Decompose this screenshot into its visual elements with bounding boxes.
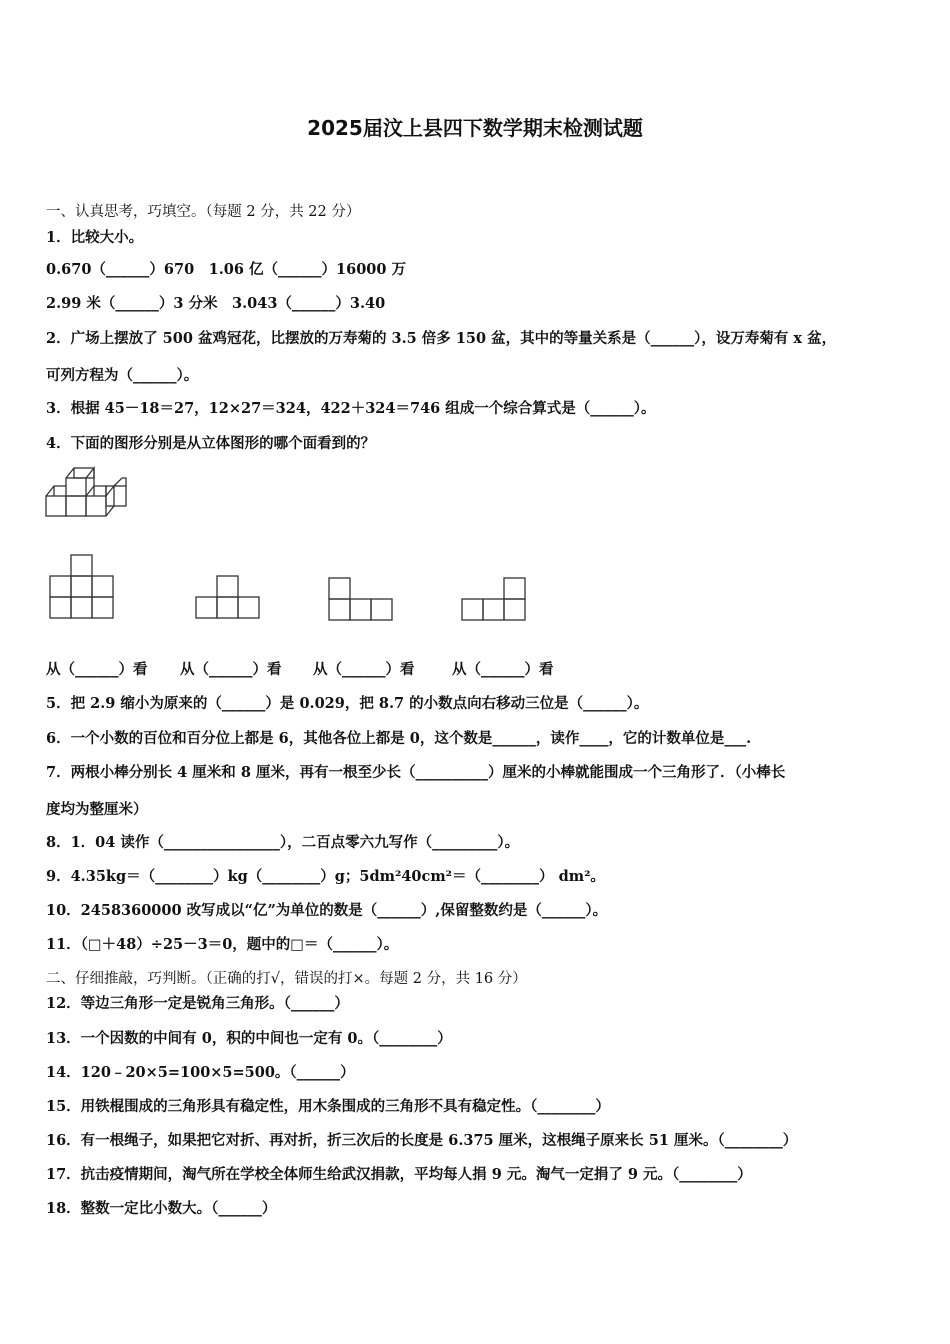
question-1-part-b: 2.99 米（______）3 分米 3.043（______）3.40 [46,295,386,312]
question-12: 12．等边三角形一定是锐角三角形。（______） [46,995,349,1012]
view-figure-2 [194,573,262,621]
view-answer-2: 从（______）看 [180,661,282,678]
question-6: 6．一个小数的百位和百分位上都是 6，其他各位上都是 0，这个数是______，读作____，它的计数单位是___. [46,730,752,747]
page-title: 2025届汶上县四下数学期末检测试题 [307,116,643,140]
question-16: 16．有一根绳子，如果把它对折、再对折，折三次后的长度是 6.375 厘米，这根绳子原来长 51 厘米。（________） [46,1132,798,1149]
question-11: 11．（□＋48）÷25－3＝0，题中的□＝（______）。 [46,936,399,953]
question-17: 17．抗击疫情期间，淘气所在学校全体师生给武汉捐款，平均每人捐 9 元。淘气一定捐了 9 元。（________） [46,1166,752,1183]
question-8: 8．1．04 读作（________________），二百点零六九写作（_________）。 [46,834,520,851]
question-4: 4．下面的图形分别是从立体图形的哪个面看到的？ [46,435,376,452]
question-9: 9．4.35kg＝（________）kg（________）g；5dm²40cm²＝（________） dm²。 [46,868,605,885]
view-figure-1 [48,552,118,622]
question-3: 3．根据 45－18＝27，12×27＝324，422＋324＝746 组成一个综合算式是（______）。 [46,400,656,417]
view-answer-3: 从（______）看 [313,661,415,678]
question-5: 5．把 2.9 缩小为原来的（______）是 0.029，把 8.7 的小数点向右移动三位是（______）。 [46,695,649,712]
question-1-part-a: 0.670（______）670 1.06 亿（______）16000 万 [46,261,407,278]
question-2-line-2: 可列方程为（______）。 [46,367,199,384]
question-18: 18．整数一定比小数大。（______） [46,1200,277,1217]
section-2-heading: 二、仔细推敲，巧判断。（正确的打√，错误的打×。每题 2 分，共 16 分） [46,971,527,987]
question-10: 10．2458360000 改写成以“亿”为单位的数是（______）,保留整数约是（______）。 [46,902,608,919]
question-2-line-1: 2．广场上摆放了 500 盆鸡冠花，比摆放的万寿菊的 3.5 倍多 150 盆，其中的等量关系是（______），设万寿菊有 x 盆， [46,330,837,347]
question-7-line-1: 7．两根小棒分别长 4 厘米和 8 厘米，再有一根至少长（__________）厘米的小棒就能围成一个三角形了．（小棒长 [46,764,786,781]
question-13: 13．一个因数的中间有 0，积的中间也一定有 0。（________） [46,1030,452,1047]
question-1: 1．比较大小。 [46,229,144,246]
view-figure-3 [327,576,395,624]
view-answer-1: 从（______）看 [46,661,148,678]
view-figure-4 [460,576,528,624]
question-15: 15．用铁棍围成的三角形具有稳定性，用木条围成的三角形不具有稳定性。（________） [46,1098,610,1115]
question-7-line-2: 度均为整厘米） [46,801,148,818]
section-1-heading: 一、认真思考，巧填空。（每题 2 分，共 22 分） [46,204,361,220]
view-answer-4: 从（______）看 [452,661,554,678]
cube-solid-figure [44,464,130,520]
question-14: 14．120﹣20×5=100×5=500。（______） [46,1064,355,1081]
